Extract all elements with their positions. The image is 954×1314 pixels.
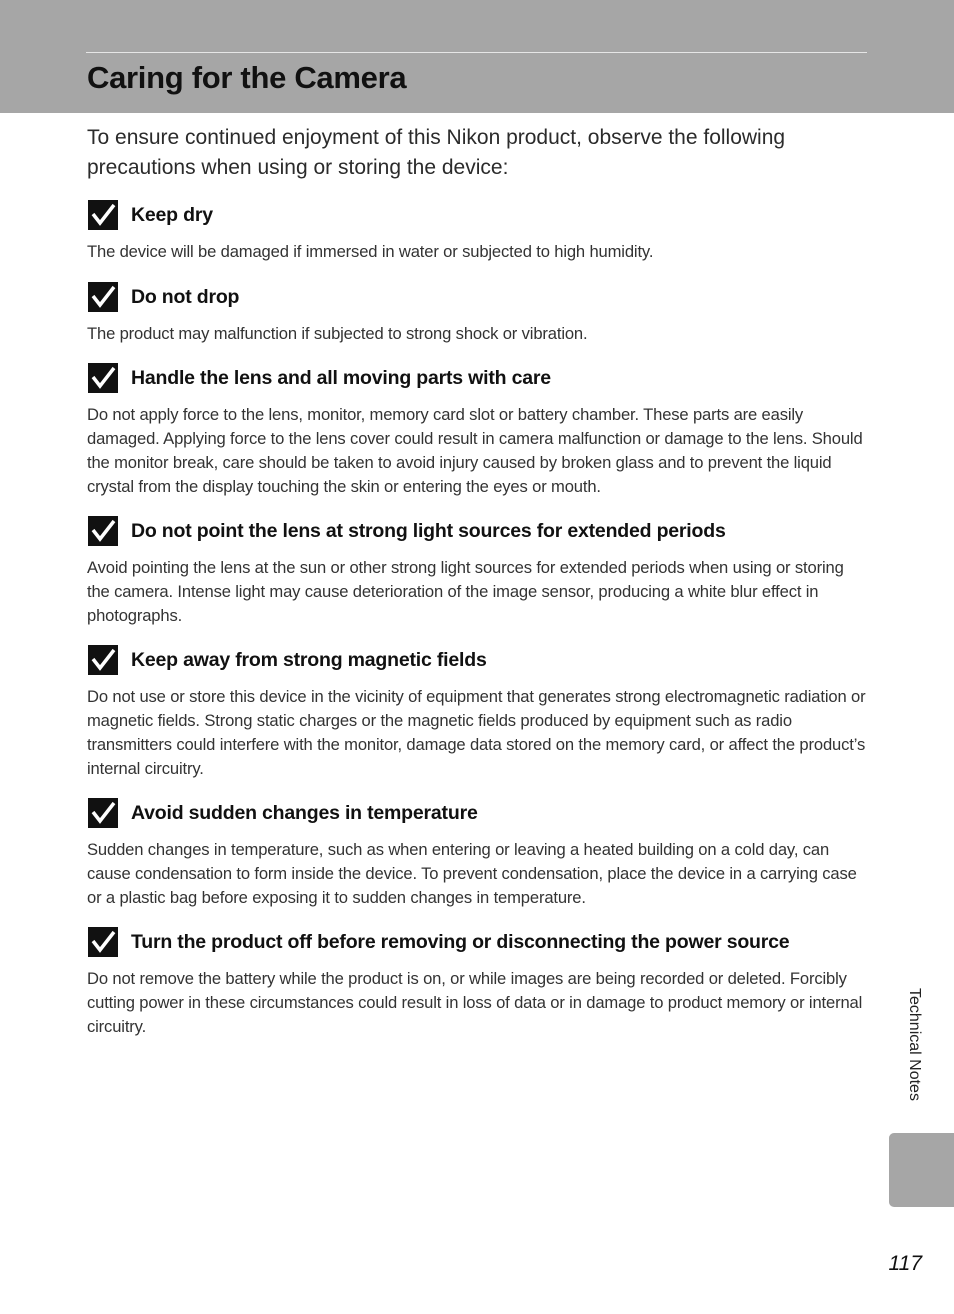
section-handle-lens bbox=[87, 363, 867, 499]
section-do-not-drop bbox=[87, 282, 867, 346]
section-body: The device will be damaged if immersed in water or subjected to high humidity. bbox=[87, 242, 654, 261]
section-title: Do not drop bbox=[131, 286, 240, 308]
section-keep-dry bbox=[87, 200, 867, 264]
section-heading bbox=[87, 200, 867, 234]
page-header bbox=[0, 0, 954, 113]
section-light-sources bbox=[87, 516, 867, 628]
page-number: 117 bbox=[888, 1252, 922, 1275]
section-title: Turn the product off before removing or disconnecting the power source bbox=[131, 931, 790, 953]
section-body: Do not apply force to the lens, monitor, memory card slot or battery chamber. These parts are easily damaged. Applying force to the lens cover could result in camera malfunction or damage to the lens. Should the monitor break, care should be taken to avoid injury caused by broken glass and to prevent the liquid crystal from the display touching the skin or entering the eyes or mouth. bbox=[87, 405, 863, 496]
check-icon bbox=[88, 516, 118, 546]
header-rule bbox=[86, 52, 867, 53]
section-title: Keep dry bbox=[131, 204, 213, 226]
section-title: Avoid sudden changes in temperature bbox=[131, 802, 478, 824]
check-icon bbox=[88, 645, 118, 675]
section-heading bbox=[87, 645, 867, 679]
check-icon bbox=[88, 200, 118, 230]
section-body: Do not remove the battery while the product is on, or while images are being recorded or deleted. Forcibly cutting power in these circumstances could result in loss of data or in damage to product memory or internal circuitry. bbox=[87, 969, 863, 1036]
section-power-source bbox=[87, 927, 867, 1039]
side-tab-label: Technical Notes bbox=[906, 988, 923, 1101]
section-heading bbox=[87, 516, 867, 550]
section-title: Keep away from strong magnetic fields bbox=[131, 649, 487, 671]
section-body: The product may malfunction if subjected to strong shock or vibration. bbox=[87, 324, 588, 343]
section-heading bbox=[87, 363, 867, 397]
check-icon bbox=[88, 798, 118, 828]
section-temperature bbox=[87, 798, 867, 910]
intro-paragraph: To ensure continued enjoyment of this Nikon product, observe the following precautions when using or storing the device: bbox=[87, 126, 786, 179]
section-heading bbox=[87, 282, 867, 316]
check-icon bbox=[88, 282, 118, 312]
section-heading bbox=[87, 927, 867, 961]
section-body: Sudden changes in temperature, such as when entering or leaving a heated building on a cold day, can cause condensation to form inside the device. To prevent condensation, place the device in a carrying case or a plastic bag before exposing it to sudden changes in temperature. bbox=[87, 840, 857, 907]
section-body: Avoid pointing the lens at the sun or other strong light sources for extended periods when using or storing the camera. Intense light may cause deterioration of the image sensor, producing a white blur effect in photographs. bbox=[87, 558, 844, 625]
section-heading bbox=[87, 798, 867, 832]
check-icon bbox=[88, 927, 118, 957]
page-title: Caring for the Camera bbox=[87, 60, 407, 95]
side-tab[interactable] bbox=[889, 1133, 954, 1207]
check-icon bbox=[88, 363, 118, 393]
section-body: Do not use or store this device in the vicinity of equipment that generates strong electromagnetic radiation or magnetic fields. Strong static charges or the magnetic fields produced by equipment such as radio transmitters could interfere with the monitor, damage data stored on the memory card, or affect the product’s internal circuitry. bbox=[87, 687, 866, 778]
section-title: Handle the lens and all moving parts with care bbox=[131, 367, 551, 389]
section-title: Do not point the lens at strong light sources for extended periods bbox=[131, 520, 726, 542]
section-magnetic-fields bbox=[87, 645, 867, 781]
